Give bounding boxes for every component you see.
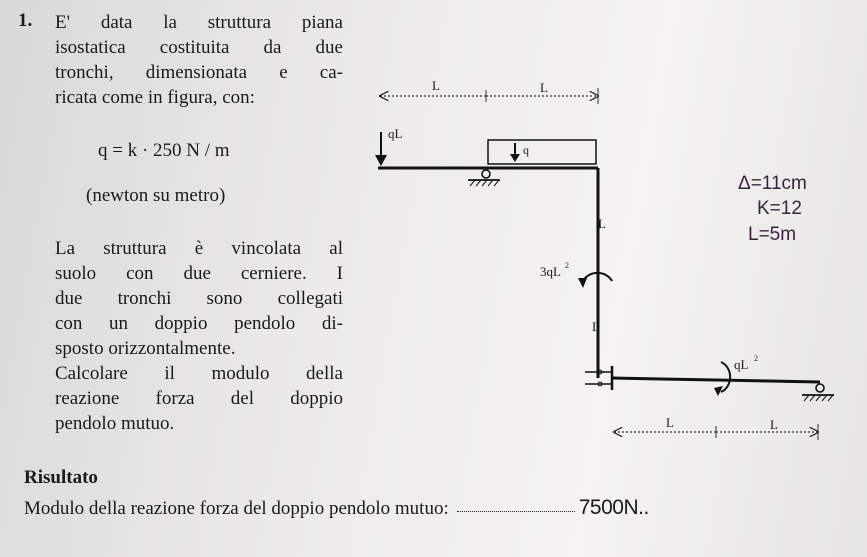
upper-hinge-support [468,170,500,186]
intro-line: ricata come in figura, con: [55,87,255,108]
moment-qL2-exponent: 2 [754,354,758,363]
intro-line: isostatica costituita da due [55,37,343,58]
intro-line: tronchi, dimensionata e ca- [55,62,343,83]
distributed-load-q [488,140,596,164]
param-k: K=12 [757,198,802,219]
lower-beam [612,378,820,382]
body-line: pendolo mutuo. [55,413,175,434]
param-delta: Δ=11cm [738,173,807,194]
load-qL-label: qL [388,126,403,141]
problem-number: 1. [18,10,33,31]
body-line: suolo con due cerniere. I [55,263,343,284]
result-title: Risultato [24,467,98,488]
moment-3qL2-exponent: 2 [565,261,569,270]
body-line: con un doppio pendolo di- [55,313,343,334]
concentrated-load-qL [375,126,403,166]
bottom-dimension [614,415,818,440]
body-line: sposto orizzontalmente. [55,338,236,359]
top-dimension [380,78,598,104]
result-value: 7500N.. [578,496,649,519]
body-line: due tronchi sono collegati [55,288,343,309]
unit-note: (newton su metro) [86,185,226,206]
result-label: Modulo della reazione forza del doppio pendolo mutuo: [24,498,449,519]
intro-line: E' data la struttura piana [55,12,343,33]
body-line: Calcolare il modulo della [55,363,343,384]
bottom-dim-left-label: L [666,415,674,430]
body-line: reazione forza del doppio [55,388,343,409]
vert-upper-label: L [598,216,606,231]
param-length: L=5m [748,224,797,245]
moment-3qL2-label: 3qL [540,264,561,279]
load-q-label: q [523,143,529,157]
moment-3qL2 [540,261,612,288]
top-dim-right-label: L [540,80,548,95]
vert-lower-label: L [592,319,600,334]
lower-hinge-support [802,384,834,401]
moment-qL2 [714,354,758,396]
moment-qL2-label: qL [734,357,749,372]
body-line: La struttura è vincolata al [55,238,343,259]
top-dim-left-label: L [432,78,440,93]
load-formula: q = k · 250 N / m [98,140,230,161]
bottom-dim-right-label: L [770,417,778,432]
